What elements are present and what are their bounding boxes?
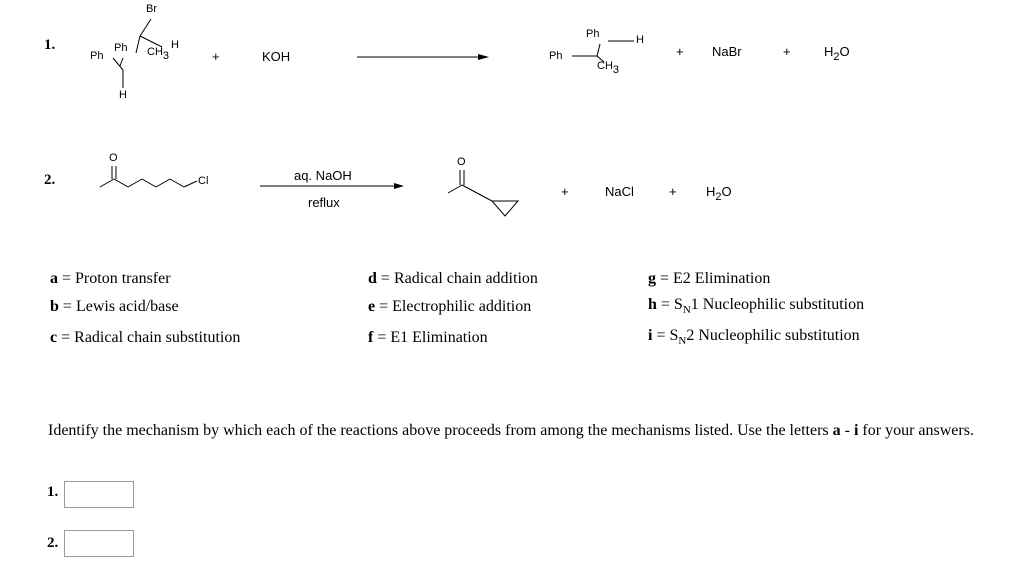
product-1-bonds — [572, 41, 634, 62]
reactant-2-oxygen-label: O — [109, 152, 118, 164]
reaction-1-byproduct-water: $H_2O$ — [824, 44, 850, 63]
reaction-1-plus-1: + — [212, 49, 220, 64]
mechanism-option-g: g = E2 Elimination — [648, 270, 771, 287]
reaction-1-reagent: KOH — [262, 49, 291, 64]
mechanism-option-h: $h = S_N1$ Nucleophilic substitution — [648, 296, 865, 316]
product-1-h-label: H — [636, 34, 644, 46]
reaction-1-plus-2: + — [676, 44, 684, 59]
product-1-ph-left-label: Ph — [549, 50, 563, 62]
reactant-1-ch3-label: CH3 — [147, 46, 170, 62]
mechanism-option-f: f = E1 Elimination — [368, 329, 488, 346]
reaction-2-number: 2. — [44, 172, 56, 188]
answer-1-input[interactable] — [64, 481, 134, 508]
reaction-2-byproduct-nacl: NaCl — [605, 184, 634, 199]
mechanism-option-e: e = Electrophilic addition — [368, 298, 532, 315]
product-2-oxygen-label: O — [457, 156, 466, 168]
reaction-1-byproduct-nabr: NaBr — [712, 44, 742, 59]
mechanism-option-c: c = Radical chain substitution — [50, 329, 241, 346]
mechanism-option-a: a = Proton transfer — [50, 270, 171, 287]
reaction-2-condition: reflux — [308, 195, 340, 210]
reactant-1-ph-left-label: Ph — [90, 50, 104, 62]
reactant-2-bonds — [100, 166, 197, 187]
reactant-1-h-bottom-label: H — [119, 89, 127, 101]
reaction-2-plus-1: + — [561, 184, 569, 199]
reaction-2-byproduct-water: $H_2O$ — [706, 184, 732, 203]
reaction-1-number: 1. — [44, 37, 56, 53]
reactant-1-ph-center-label: Ph — [114, 42, 128, 54]
mechanism-option-d: d = Radical chain addition — [368, 270, 538, 287]
answer-1-label: 1. — [47, 484, 59, 500]
reaction-2-reagent: aq. NaOH — [294, 168, 352, 183]
reactant-1-br-label: Br — [146, 3, 157, 15]
product-1-ph-top-label: Ph — [586, 28, 600, 40]
mechanism-option-i: $i = S_N2$ Nucleophilic substitution — [648, 327, 860, 347]
reaction-2-plus-2: + — [669, 184, 677, 199]
reaction-1-arrow — [357, 54, 489, 60]
mechanism-option-b: b = Lewis acid/base — [50, 298, 179, 315]
answer-2-label: 2. — [47, 535, 59, 551]
product-1-ch3-label: CH3 — [597, 60, 620, 76]
reaction-2-arrow — [260, 183, 404, 189]
product-2-bonds — [448, 170, 518, 216]
instructions-text: Identify the mechanism by which each of the reactions above proceeds from among the mechanisms listed. Use the letters a - i for your answers. — [48, 422, 974, 439]
answer-2-input[interactable] — [64, 530, 134, 557]
reactant-1-h-top-label: H — [171, 39, 179, 51]
reactant-2-chlorine-label: Cl — [198, 175, 209, 187]
reaction-1-plus-3: + — [783, 44, 791, 59]
